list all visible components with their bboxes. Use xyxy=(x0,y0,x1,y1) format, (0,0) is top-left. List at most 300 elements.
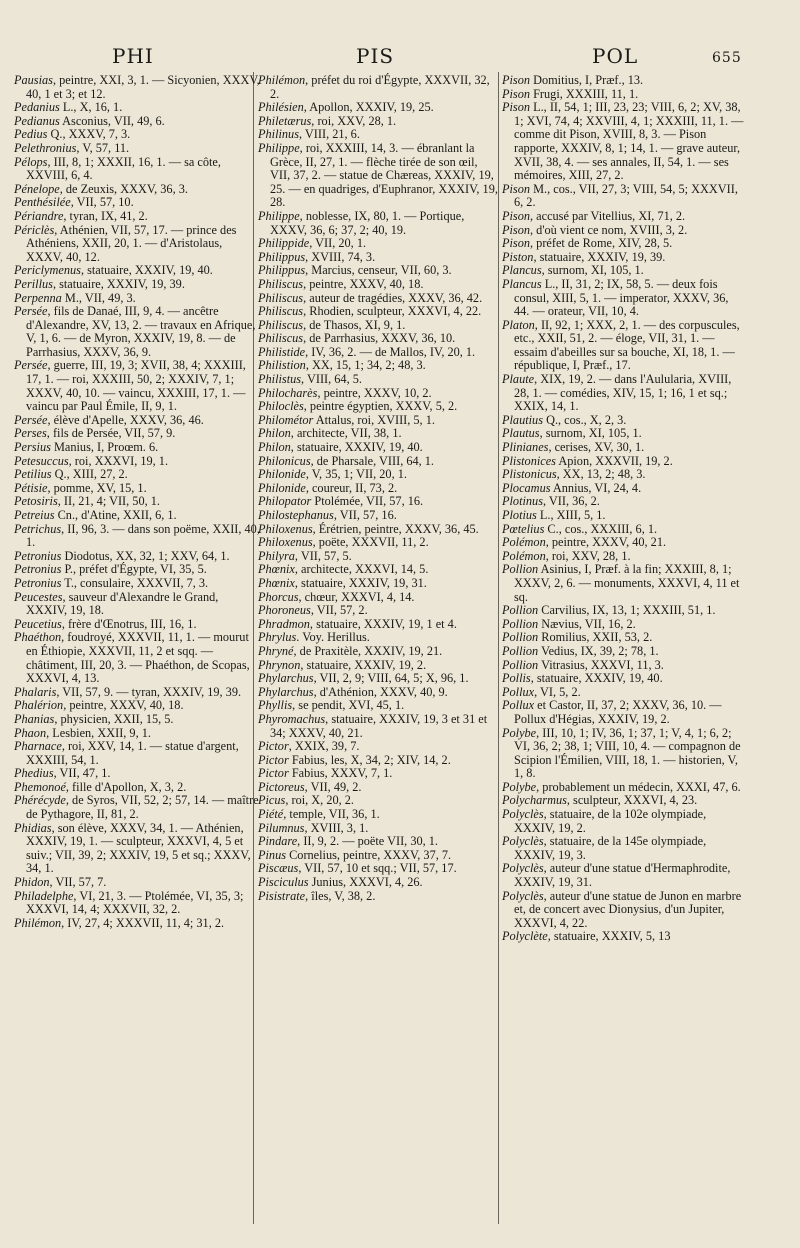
index-entry xyxy=(502,224,746,238)
entry-references: , d'où vient ce nom, XVIII, 3, 2. xyxy=(530,222,688,237)
index-entry xyxy=(258,645,498,659)
index-entry xyxy=(502,618,746,632)
entry-term: Phalérion xyxy=(14,698,64,713)
index-entry xyxy=(258,740,498,754)
entry-references: , tyran, IX, 41, 2. xyxy=(63,208,148,223)
entry-term: Philostephanus xyxy=(258,508,334,522)
index-entry xyxy=(502,835,746,862)
entry-term: Phérécyde xyxy=(14,793,66,808)
index-entry xyxy=(14,482,260,496)
entry-references: , de Parrhasius, XXXV, 36, 10. xyxy=(303,331,456,346)
index-entry xyxy=(14,767,260,781)
index-column-1 xyxy=(14,74,260,930)
entry-references: , statuaire, XXXIV, 19, 2. xyxy=(300,657,427,672)
index-entry xyxy=(258,849,498,863)
entry-references: Asconius, VII, 49, 6. xyxy=(59,113,165,128)
index-entry xyxy=(258,876,498,890)
entry-references: , noblesse, IX, 80, 1. — Portique, XXXV, 36, 6; 37, 2; 40, 19. xyxy=(270,208,465,237)
index-entry xyxy=(14,876,260,890)
header-right-keyword: POL xyxy=(592,44,639,68)
index-entry xyxy=(502,101,746,183)
index-entry xyxy=(258,808,498,822)
index-entry xyxy=(258,672,498,686)
index-entry xyxy=(502,455,746,469)
index-entry xyxy=(14,917,260,931)
index-entry xyxy=(258,319,498,333)
index-entry xyxy=(258,346,498,360)
entry-references: , surnom, XI, 105, 1. xyxy=(539,426,642,441)
index-entry xyxy=(258,74,498,101)
entry-term: Phyllis xyxy=(258,698,293,713)
entry-references: , VI, 21, 3. — Ptolémée, VI, 35, 3; XXXVI, 14, 4; XXXVII, 32, 2. xyxy=(26,888,244,917)
page-number: 655 xyxy=(712,50,742,66)
index-entry xyxy=(258,101,498,115)
entry-term: Plotinus xyxy=(502,494,543,509)
index-entry xyxy=(258,292,498,306)
entry-term: Philonide xyxy=(258,480,306,495)
entry-references: , de Syros, VII, 52, 2; 57, 14. — maître de Pythagore, II, 81, 2. xyxy=(26,793,259,822)
index-entry xyxy=(14,196,260,210)
index-entry xyxy=(14,686,260,700)
entry-term: Perpenna xyxy=(14,290,62,305)
entry-references: , sculpteur, XXXVI, 4, 23. xyxy=(566,793,698,808)
entry-references: Romilius, XXII, 53, 2. xyxy=(538,630,653,645)
entry-term: Pelethronius xyxy=(14,140,77,155)
entry-references: Nævius, VII, 16, 2. xyxy=(538,616,636,631)
index-column-3 xyxy=(502,74,746,944)
entry-references: , de Zeuxis, XXXV, 36, 3. xyxy=(59,181,188,196)
entry-references: , statuaire, XXXIV, 19, 1 et 4. xyxy=(309,616,457,631)
entry-term: Philiscus xyxy=(258,331,304,346)
entry-term: Polémon xyxy=(502,548,546,563)
entry-references: , statuaire, XXXIV, 19, 3 et 31 et 34; XXXV, 40, 21. xyxy=(270,711,488,740)
index-entry xyxy=(502,930,746,944)
entry-references: , architecte, VII, 38, 1. xyxy=(290,426,402,441)
running-header xyxy=(0,44,800,68)
entry-references: , statuaire, XXXIV, 19, 40. xyxy=(80,263,213,278)
index-entry xyxy=(258,577,498,591)
entry-references: , Athénien, VII, 57, 17. — prince des Athéniens, XXII, 20, 1. — d'Aristolaus, XXXV, 40, 12. xyxy=(26,222,237,264)
entry-term: Philoxenus xyxy=(258,521,313,536)
entry-term: Pictor xyxy=(258,766,289,781)
entry-term: Pausias xyxy=(14,73,53,87)
entry-term: Périclès xyxy=(14,222,55,237)
index-entry xyxy=(502,88,746,102)
index-entry xyxy=(502,414,746,428)
entry-references: , XX, 15, 1; 34, 2; 48, 3. xyxy=(305,358,426,373)
entry-references: , roi, XXV, 28, 1. xyxy=(545,548,631,563)
entry-term: Philiscus xyxy=(258,304,304,319)
index-entry xyxy=(258,373,498,387)
entry-references: , de Thasos, XI, 9, 1. xyxy=(303,317,406,332)
entry-term: Platon xyxy=(502,317,535,332)
entry-references: M., cos., VII, 27, 3; VIII, 54, 5; XXXVII, 6, 2. xyxy=(514,181,738,210)
index-entry xyxy=(14,631,260,685)
entry-references: Q., cos., X, 2, 3. xyxy=(543,412,627,427)
index-entry xyxy=(502,727,746,781)
index-entry xyxy=(258,890,498,904)
entry-references: , architecte, XXXVI, 14, 5. xyxy=(294,562,429,577)
index-entry xyxy=(502,645,746,659)
entry-references: , II, 92, 1; XXX, 2, 1. — des corpuscules, etc., XXII, 51, 2. — éloge, VII, 31, 1. — essaim d'abeilles sur sa bouche, XI, 18, 1. — république, I, Præf., 17. xyxy=(514,317,740,373)
index-entry xyxy=(502,672,746,686)
entry-term: Philinus xyxy=(258,127,299,142)
index-entry xyxy=(258,523,498,537)
entry-references: L., XIII, 5, 1. xyxy=(536,508,606,522)
index-entry xyxy=(258,359,498,373)
index-entry xyxy=(14,577,260,591)
entry-references: , peintre égyptien, XXXV, 5, 2. xyxy=(303,399,458,414)
entry-term: Peucetius xyxy=(14,616,62,631)
entry-term: Philippe xyxy=(258,140,300,155)
index-entry xyxy=(258,591,498,605)
entry-term: Pictor xyxy=(258,752,289,767)
index-entry xyxy=(258,210,498,237)
entry-references: , physicien, XXII, 15, 5. xyxy=(54,711,174,726)
entry-term: Phylarchus xyxy=(258,684,314,699)
entry-term: Piscæus xyxy=(258,861,299,876)
index-entry xyxy=(14,509,260,523)
entry-term: Phedius xyxy=(14,766,54,781)
header-left-keyword: PHI xyxy=(112,44,154,68)
index-column-2 xyxy=(258,74,498,903)
entry-references: , frère d'Œnotrus, III, 16, 1. xyxy=(61,616,197,631)
entry-references: , XVIII, 3, 1. xyxy=(304,820,369,835)
index-entry xyxy=(14,727,260,741)
index-entry xyxy=(258,441,498,455)
entry-term: Philadelphe xyxy=(14,888,74,903)
entry-references: , de Pharsale, VIII, 64, 1. xyxy=(310,453,435,468)
index-entry xyxy=(258,713,498,740)
entry-references: , auteur de tragédies, XXXV, 36, 42. xyxy=(303,290,483,305)
entry-term: Persius xyxy=(14,440,51,455)
index-entry xyxy=(14,523,260,550)
entry-references: , probablement un médecin, XXXI, 47, 6. xyxy=(536,779,741,794)
entry-term: Philippus xyxy=(258,263,306,278)
index-entry xyxy=(14,618,260,632)
index-entry xyxy=(258,618,498,632)
entry-references: , IV, 36, 2. — de Mallos, IV, 20, 1. xyxy=(305,344,476,359)
index-entry xyxy=(258,794,498,808)
index-entry xyxy=(502,319,746,373)
entry-references: , statuaire, XXXIV, 5, 13 xyxy=(547,929,671,944)
entry-references: , Apollon, XXXIV, 19, 25. xyxy=(303,100,434,115)
entry-references: , III, 10, 1; IV, 36, 1; 37, 1; V, 4, 1; 6, 2; VI, 36, 2; 38, 1; VIII, 10, 4. — compagnon de Scipion l'Émilien, VIII, 18, 1. — historien, V, 1, 8. xyxy=(514,725,741,781)
entry-references: , peintre, XXXV, 10, 2. xyxy=(317,385,432,400)
entry-term: Phrynon xyxy=(258,657,301,672)
entry-term: Pollion xyxy=(502,630,539,645)
index-entry xyxy=(14,156,260,183)
entry-term: Penthésilée xyxy=(14,195,71,210)
index-entry xyxy=(258,822,498,836)
index-entry xyxy=(258,835,498,849)
entry-term: Pison xyxy=(502,86,531,101)
entry-references: , statuaire, XXXIV, 19, 40. xyxy=(290,440,423,455)
entry-references: Q., XIII, 27, 2. xyxy=(51,467,128,482)
index-entry xyxy=(258,495,498,509)
index-entry xyxy=(14,455,260,469)
entry-references: , VII, 47, 1. xyxy=(53,766,111,781)
entry-references: , Érétrien, peintre, XXXV, 36, 45. xyxy=(312,521,479,536)
entry-references: , poëte, XXXVII, 11, 2. xyxy=(312,535,429,550)
entry-references: , XVIII, 74, 3. xyxy=(305,249,376,264)
entry-term: Phrylus xyxy=(258,630,297,645)
entry-references: , roi, XXXIII, 14, 3. — ébranlant la Grèce, II, 27, 1. — flèche tirée de son œil, VII, 37, 2. — statue de Chæreas, XXXIV, 19, 25. — en quadriges, d'Euphranor, XXXIV, 19, 28. xyxy=(270,140,498,210)
entry-references: , de Praxitèle, XXXIV, 19, 21. xyxy=(293,643,443,658)
entry-term: Pollion xyxy=(502,562,539,577)
entry-term: Petosiris xyxy=(14,494,58,509)
entry-references: . Voy. Herillus. xyxy=(296,630,370,645)
index-entry xyxy=(14,468,260,482)
entry-term: Plautus xyxy=(502,426,540,441)
index-entry xyxy=(14,224,260,265)
entry-term: Périandre xyxy=(14,208,64,223)
entry-references: , roi, XXXVI, 19, 1. xyxy=(68,453,169,468)
index-entry xyxy=(14,550,260,564)
entry-term: Plotius xyxy=(502,508,537,522)
index-entry xyxy=(258,414,498,428)
entry-term: Philiscus xyxy=(258,276,304,291)
index-entry xyxy=(502,659,746,673)
index-entry xyxy=(502,251,746,265)
entry-references: , V, 35, 1; VII, 20, 1. xyxy=(305,467,407,482)
index-entry xyxy=(14,128,260,142)
entry-references: , IV, 27, 4; XXXVII, 11, 4; 31, 2. xyxy=(61,915,225,930)
entry-references: , pomme, XV, 15, 1. xyxy=(47,480,147,495)
entry-references: , fils de Persée, VII, 57, 9. xyxy=(46,426,176,441)
index-entry xyxy=(258,427,498,441)
entry-references: , roi, X, 20, 2. xyxy=(285,793,354,808)
entry-references: , statuaire, XXXIV, 19, 39. xyxy=(52,276,185,291)
entry-term: Philon xyxy=(258,440,291,455)
entry-references: , VII, 36, 2. xyxy=(543,494,600,509)
entry-references: , VII, 57, 9. — tyran, XXXIV, 19, 39. xyxy=(56,684,242,699)
entry-references: , fils de Danaé, III, 9, 4. — ancêtre d'Alexandre, XV, 13, 2. — travaux en Afrique, V, 1, 6. — de Myron, XXXIV, 19, 8. — de Parrhasius, XXXV, 36, 9. xyxy=(26,304,256,359)
entry-references: , III, 8, 1; XXXII, 16, 1. — sa côte, XXVIII, 6, 4. xyxy=(26,154,221,183)
entry-term: Pœtelius xyxy=(502,521,545,536)
entry-references: , préfet du roi d'Égypte, XXXVII, 32, 2. xyxy=(270,73,490,101)
entry-term: Petilius xyxy=(14,467,52,482)
index-entry xyxy=(14,142,260,156)
entry-references: C., cos., XXXIII, 6, 1. xyxy=(544,521,658,536)
index-entry xyxy=(502,237,746,251)
index-entry xyxy=(502,74,746,88)
index-entry xyxy=(14,115,260,129)
index-entry xyxy=(258,767,498,781)
index-entry xyxy=(14,183,260,197)
index-entry xyxy=(502,441,746,455)
entry-references: , statuaire, de la 145e olympiade, XXXIV, 19, 3. xyxy=(514,834,707,862)
entry-term: Petrichus xyxy=(14,521,62,536)
index-entry xyxy=(14,781,260,795)
index-entry xyxy=(258,509,498,523)
entry-references: , V, 57, 11. xyxy=(76,140,130,155)
entry-references: Junius, XXXVI, 4, 26. xyxy=(308,875,423,890)
entry-references: Vedius, IX, 39, 2; 78, 1. xyxy=(538,643,659,658)
entry-references: , auteur d'une statue d'Hermaphrodite, XXXIV, 19, 31. xyxy=(514,861,731,890)
entry-term: Philistus xyxy=(258,372,302,387)
entry-term: Pison xyxy=(502,236,531,251)
entry-term: Polybe xyxy=(502,779,537,794)
entry-term: Periclymenus xyxy=(14,263,81,278)
entry-term: Phalaris xyxy=(14,684,57,699)
entry-term: Philippe xyxy=(258,208,300,223)
entry-term: Pictor xyxy=(258,739,289,754)
entry-references: Domitius, I, Præf., 13. xyxy=(530,73,644,87)
entry-references: , fille d'Apollon, X, 3, 2. xyxy=(65,779,187,794)
entry-term: Phidias xyxy=(14,820,52,835)
entry-references: , accusé par Vitellius, XI, 71, 2. xyxy=(530,208,686,223)
index-entry xyxy=(258,536,498,550)
entry-term: Phorcus xyxy=(258,589,299,604)
index-entry xyxy=(14,101,260,115)
index-entry xyxy=(258,278,498,292)
entry-term: Plancus xyxy=(502,263,542,278)
entry-references: , îles, V, 38, 2. xyxy=(305,888,376,903)
entry-term: Polyclète xyxy=(502,929,548,944)
entry-term: Petronius xyxy=(14,562,62,577)
entry-term: Plistonices xyxy=(502,453,556,468)
index-entry xyxy=(258,631,498,645)
entry-references: Cornelius, peintre, XXXV, 37, 7. xyxy=(286,847,452,862)
entry-term: Pollion xyxy=(502,643,539,658)
entry-term: Phaon xyxy=(14,725,47,740)
entry-references: , XXIX, 39, 7. xyxy=(288,739,360,754)
entry-term: Phaéthon xyxy=(14,630,62,645)
entry-references: , guerre, III, 19, 3; XVII, 38, 4; XXXIII, 17, 1. — roi, XXXIII, 50, 2; XXXIV, 7, 1; XXXV, 40, 10. — vaincu, XXXIII, 17, 1. — vaincu par Paul Émile, II, 9, 1. xyxy=(26,358,246,414)
entry-term: Philistide xyxy=(258,344,306,359)
entry-references: , XIX, 19, 2. — dans l'Aulularia, XVIII, 28, 1. — comédies, XIV, 15, 1; 16, 1 et sq.; XXIX, 14, 1. xyxy=(514,372,732,414)
index-entry xyxy=(14,359,260,413)
entry-term: Philetærus xyxy=(258,113,312,128)
entry-term: Polycharmus xyxy=(502,793,567,808)
entry-term: Piété xyxy=(258,807,284,822)
entry-term: Philiscus xyxy=(258,317,304,332)
entry-term: Philoxenus xyxy=(258,535,313,550)
entry-references: Annius, VI, 24, 4. xyxy=(550,480,642,495)
entry-references: , VII, 57, 2. xyxy=(310,603,368,618)
entry-references: L., II, 31, 2; IX, 58, 5. — deux fois consul, XIII, 5, 1. — imperator, XXXV, 36, 44. — orateur, VII, 10, 4. xyxy=(514,276,729,319)
entry-term: Polémon xyxy=(502,535,546,550)
entry-term: Polyclès xyxy=(502,807,544,822)
entry-references: Manius, I, Proœm. 6. xyxy=(50,440,159,455)
index-entry xyxy=(14,591,260,618)
entry-references: Vitrasius, XXXVI, 11, 3. xyxy=(538,657,664,672)
entry-references: , Lesbien, XXII, 9, 1. xyxy=(46,725,151,740)
entry-term: Phylarchus xyxy=(258,671,314,686)
index-entry xyxy=(502,183,746,210)
index-entry xyxy=(258,237,498,251)
entry-term: Pollis xyxy=(502,671,531,686)
entry-term: Petronius xyxy=(14,548,62,563)
index-entry xyxy=(502,604,746,618)
entry-term: Phœnix xyxy=(258,562,295,577)
entry-term: Plaute xyxy=(502,372,535,387)
entry-term: Plautius xyxy=(502,412,543,427)
entry-references: , se pendit, XVI, 45, 1. xyxy=(292,698,405,713)
entry-term: Plancus xyxy=(502,276,542,291)
entry-references: , VII, 57, 16. xyxy=(333,508,397,522)
entry-term: Pénelope xyxy=(14,181,60,196)
entry-references: , statuaire, XXXIV, 19, 31. xyxy=(294,575,427,590)
entry-term: Pollux xyxy=(502,698,535,713)
entry-term: Pinus xyxy=(258,847,287,862)
entry-references: , peintre, XXI, 3, 1. — Sicyonien, XXXV, 40, 1 et 3; et 12. xyxy=(26,73,260,101)
entry-term: Philonide xyxy=(258,467,306,482)
entry-term: Pison xyxy=(502,100,531,115)
entry-references: , Rhodien, sculpteur, XXXVI, 4, 22. xyxy=(303,304,482,319)
entry-term: Pison xyxy=(502,222,531,237)
entry-term: Polyclès xyxy=(502,861,544,876)
entry-term: Philon xyxy=(258,426,291,441)
index-entry xyxy=(258,332,498,346)
index-entry xyxy=(502,523,746,537)
entry-term: Pélops xyxy=(14,154,48,169)
index-entry xyxy=(258,862,498,876)
entry-term: Pedianus xyxy=(14,113,60,128)
index-entry xyxy=(258,468,498,482)
index-entry xyxy=(258,115,498,129)
index-entry xyxy=(502,550,746,564)
index-entry xyxy=(258,251,498,265)
index-entry xyxy=(14,740,260,767)
entry-term: Pollion xyxy=(502,616,539,631)
entry-term: Phœnix xyxy=(258,575,295,590)
entry-references: Fabius, XXXV, 7, 1. xyxy=(288,766,393,781)
entry-term: Phryné xyxy=(258,643,294,658)
entry-references: , VII, 2, 9; VIII, 64, 5; X, 96, 1. xyxy=(313,671,469,686)
entry-term: Pollion xyxy=(502,657,539,672)
entry-references: et Castor, II, 37, 2; XXXV, 36, 10. — Pollux d'Hégias, XXXIV, 19, 2. xyxy=(514,698,722,726)
entry-references: , VII, 57, 10. xyxy=(70,195,134,210)
index-entry xyxy=(258,305,498,319)
index-entry xyxy=(258,264,498,278)
index-entry xyxy=(258,400,498,414)
entry-term: Petesuccus xyxy=(14,453,69,468)
entry-term: Plistonicus xyxy=(502,467,557,482)
index-entry xyxy=(502,890,746,931)
entry-term: Pollux xyxy=(502,684,535,699)
index-entry xyxy=(502,862,746,889)
index-entry xyxy=(502,427,746,441)
index-entry xyxy=(14,495,260,509)
entry-references: , statuaire, de la 102e olympiade, XXXIV, 19, 2. xyxy=(514,807,707,835)
entry-term: Philoclès xyxy=(258,399,304,414)
index-entry xyxy=(258,699,498,713)
entry-term: Philippide xyxy=(258,236,310,251)
index-entry xyxy=(258,482,498,496)
entry-term: Persée xyxy=(14,412,48,427)
entry-term: Pison xyxy=(502,181,531,196)
entry-term: Phidon xyxy=(14,875,50,890)
entry-term: Perses xyxy=(14,426,47,441)
index-entry xyxy=(258,754,498,768)
index-entry xyxy=(502,563,746,604)
entry-term: Philopator xyxy=(258,494,312,509)
index-entry xyxy=(502,536,746,550)
entry-references: , VII, 20, 1. xyxy=(309,236,367,251)
index-entry xyxy=(14,278,260,292)
entry-references: Fabius, les, X, 34, 2; XIV, 14, 2. xyxy=(288,752,451,767)
entry-term: Philémon xyxy=(258,73,306,87)
index-entry xyxy=(14,264,260,278)
entry-term: Phoroneus xyxy=(258,603,311,618)
entry-term: Pilumnus xyxy=(258,820,305,835)
entry-term: Persée xyxy=(14,358,48,373)
entry-references: , peintre, XXXV, 40, 21. xyxy=(545,535,667,550)
index-entry xyxy=(14,794,260,821)
index-entry xyxy=(258,142,498,210)
